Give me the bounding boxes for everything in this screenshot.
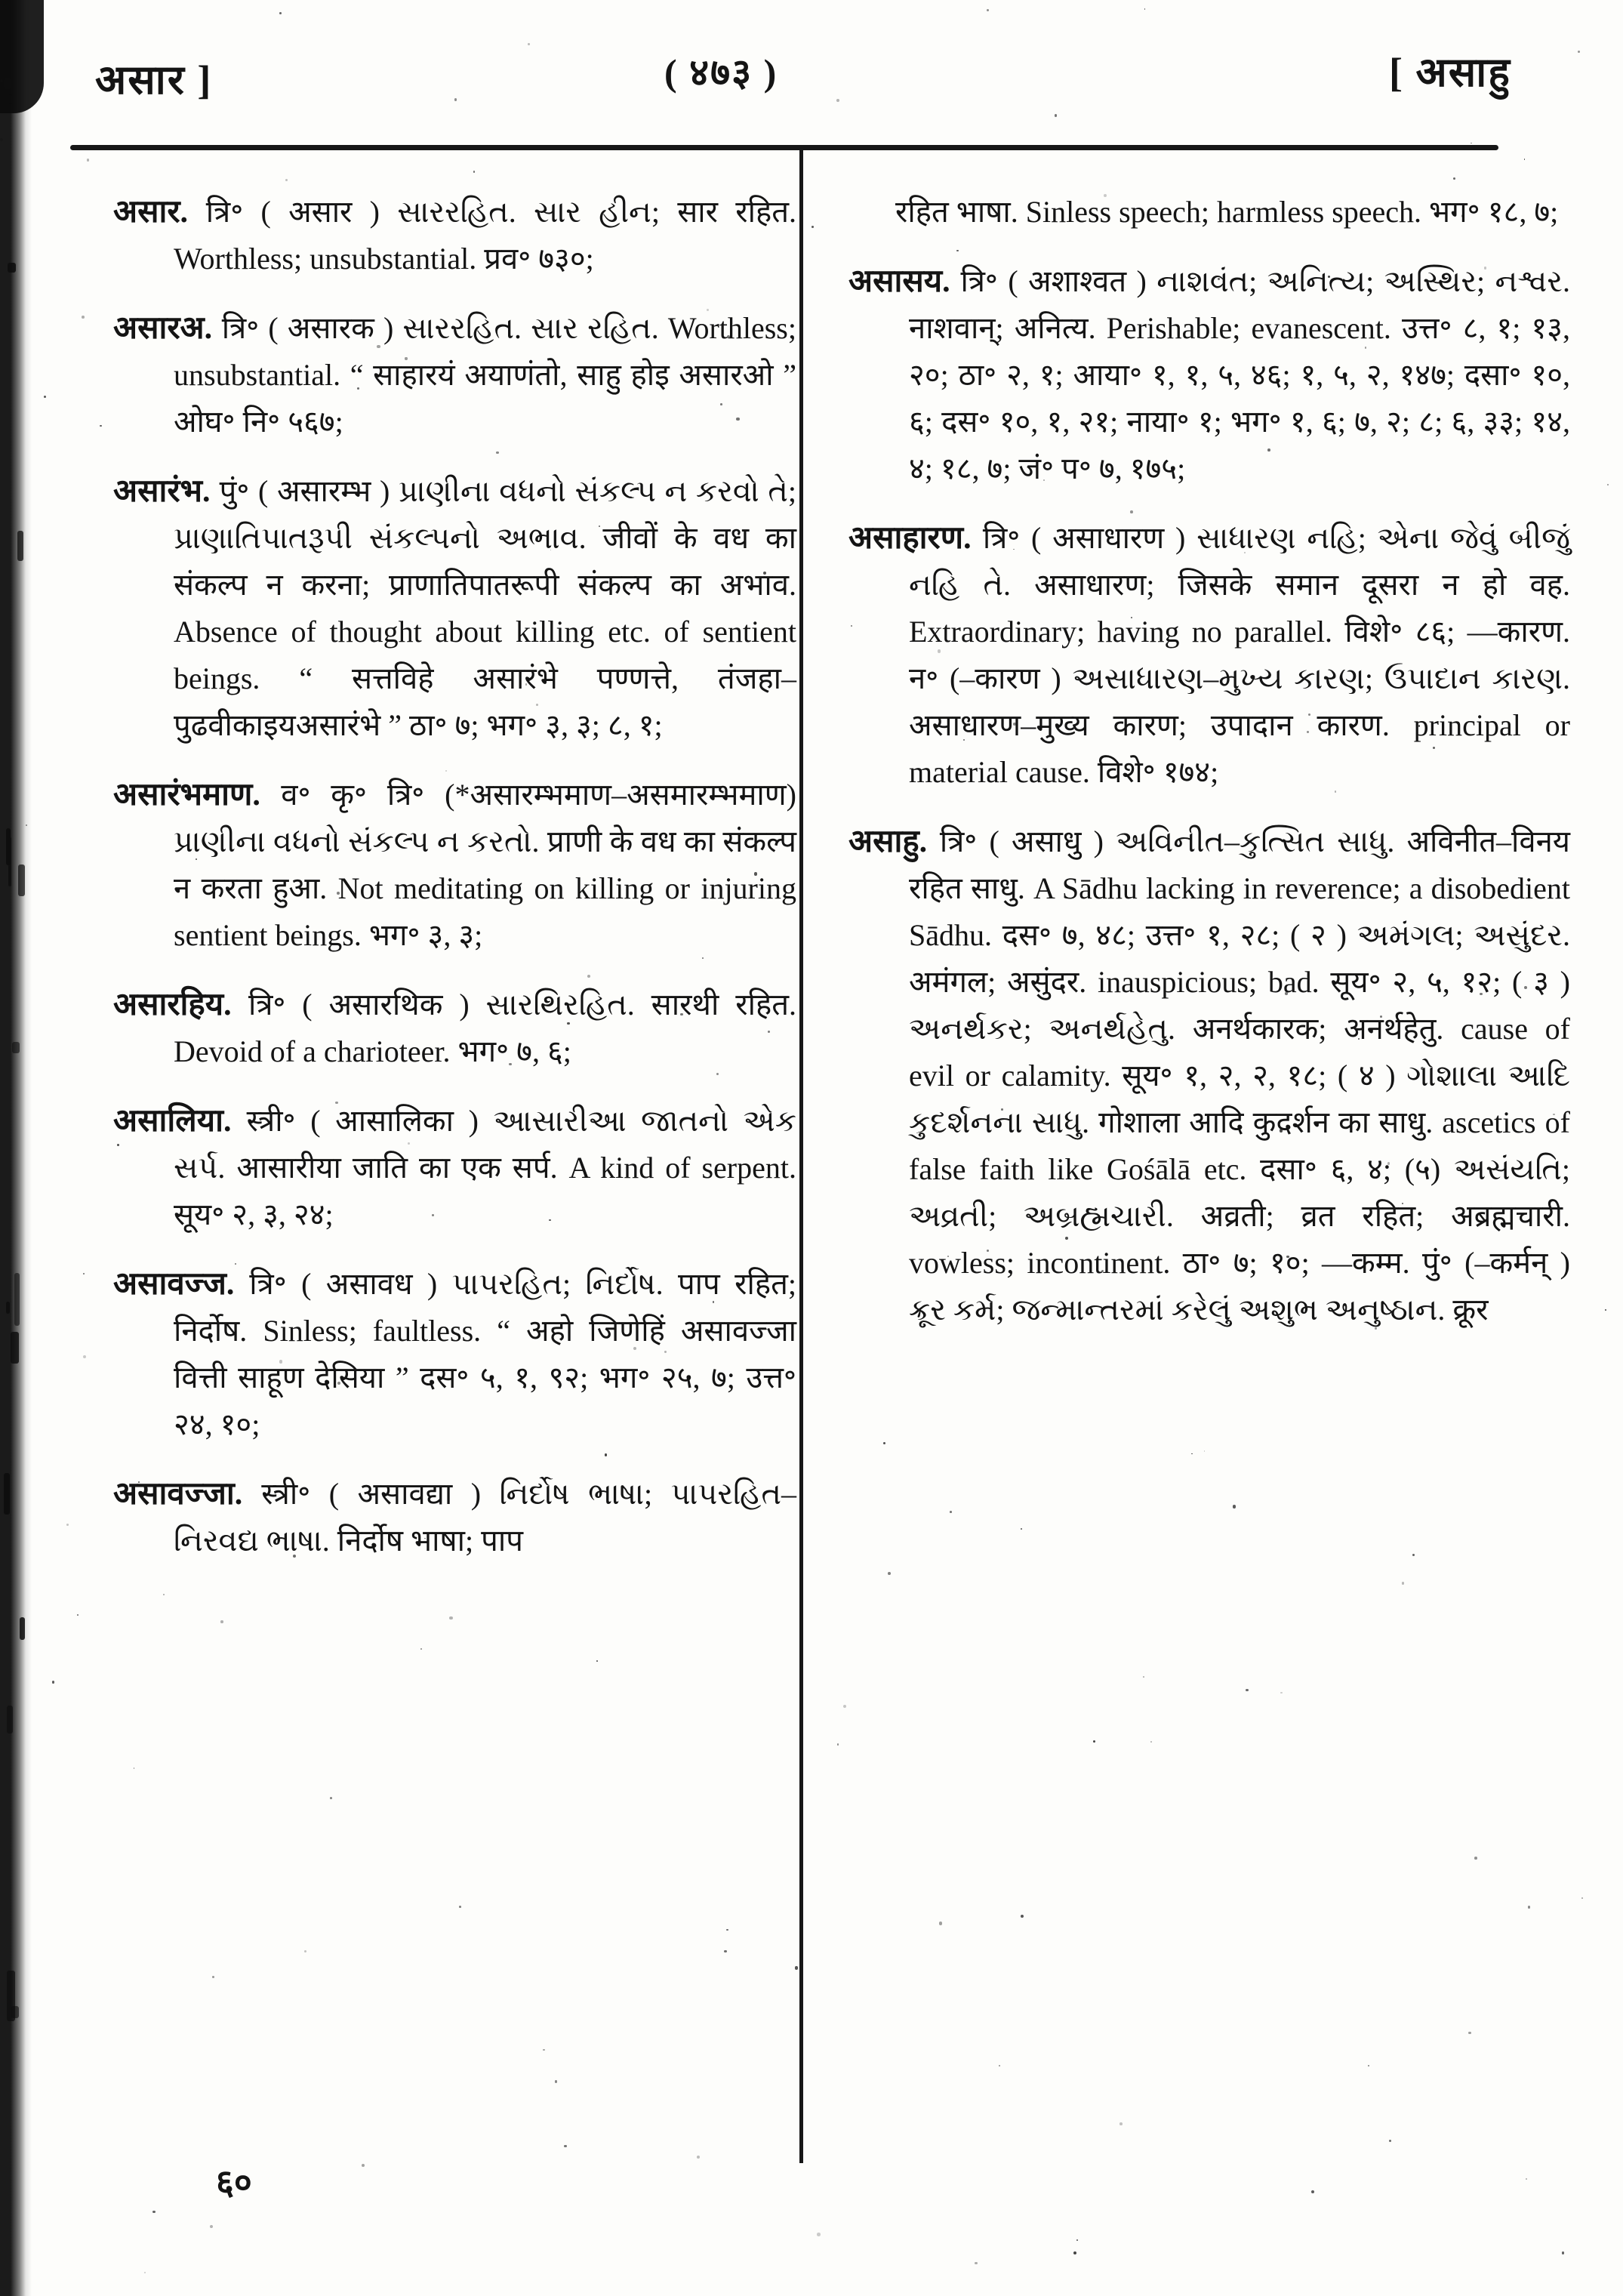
scan-speck	[543, 2049, 545, 2051]
binding-streak	[8, 94, 11, 104]
scan-speck	[1605, 1309, 1606, 1311]
binding-streak	[4, 78, 12, 90]
binding-streak	[4, 1473, 11, 1515]
scan-speck	[1073, 2251, 1076, 2254]
scan-speck	[812, 226, 814, 228]
scan-speck	[1524, 159, 1526, 160]
scan-speck	[564, 2145, 567, 2148]
scan-speck	[596, 1660, 598, 1662]
entry-headword: असाहु.	[848, 824, 940, 859]
scan-speck	[1453, 177, 1455, 180]
scan-speck	[1468, 2032, 1471, 2034]
page-number: ( ४७३ )	[664, 51, 778, 94]
signature-mark: ६०	[216, 2163, 252, 2202]
scan-speck	[210, 2225, 213, 2228]
binding-streak	[14, 1273, 20, 1326]
scan-speck	[1528, 1906, 1530, 1908]
dictionary-entry	[113, 468, 796, 749]
scan-speck	[836, 99, 839, 102]
scan-speck	[1526, 2178, 1527, 2180]
scan-speck	[473, 171, 475, 172]
entry-headword: असारंभ.	[113, 474, 220, 509]
scan-speck	[1191, 1453, 1193, 1455]
scan-speck	[1562, 2251, 1564, 2254]
scan-speck	[837, 1743, 839, 1745]
scan-speck	[330, 1797, 332, 1799]
scan-speck	[459, 1906, 461, 1908]
scan-speck	[1311, 2190, 1314, 2193]
dictionary-entry	[848, 515, 1570, 796]
scan-speck	[950, 1511, 952, 1513]
scan-speck	[1076, 2239, 1079, 2242]
dictionary-entry	[113, 189, 796, 282]
scan-speck	[1607, 484, 1609, 485]
scan-speck	[1368, 2065, 1369, 2066]
entry-body: त्रि॰ ( असाधारण ) સાધારણ નહિ; એના જેવું બીજું નહિ તે. असाधारण; जिसके समान दूसरा न हो वह. Extraordinary; having no parallel. विशे॰ ८६; —कारण. न॰ (–कारण ) અસાધારણ–મુખ્ય કારણ; ઉપાદાન કારણ. असाधारण–मुख्य कारण; उपादान कारण. principal or material cause. विशे॰ १७४;	[909, 521, 1570, 789]
header-rule	[70, 145, 1498, 150]
scan-speck	[82, 316, 85, 319]
scan-speck	[726, 1929, 728, 1931]
scan-speck	[555, 2080, 558, 2083]
scan-speck	[1402, 1582, 1404, 1584]
scan-speck	[1021, 1915, 1024, 1918]
binding-streak	[12, 1042, 20, 1053]
binding-streak	[17, 531, 23, 561]
entry-headword: असालिया.	[113, 1104, 247, 1139]
scan-speck	[100, 425, 101, 427]
dictionary-entry	[113, 1471, 796, 1564]
scan-speck	[1233, 1505, 1236, 1508]
scan-speck	[975, 2262, 977, 2264]
binding-streak	[8, 263, 17, 273]
scan-speck	[883, 1442, 885, 1444]
right-column	[848, 189, 1570, 1356]
scan-speck	[1578, 51, 1580, 53]
binding-streak	[11, 1332, 20, 1364]
scan-speck	[362, 2164, 365, 2167]
scan-speck	[163, 1594, 165, 1595]
scan-speck	[1093, 1740, 1095, 1743]
scan-speck	[1389, 2140, 1391, 2142]
binding-shadow-top	[0, 0, 44, 113]
scan-speck	[285, 179, 288, 181]
entry-body: त्रि॰ ( अशाश्वत ) નાશવંત; અનિત્ય; અસ્થિર; નશ્વર. नाशवान्; अनित्य. Perishable; evanescent. उत्त॰ ८, १; १३, २०; ठा॰ २, १; आया॰ १, १, ५, ४६; १, ५, २, १४७; दसा॰ १०, ६; दस॰ १०, १, २१; नाया॰ १; भग॰ १, ६; ७, २; ८; ६, ३३; १४, ४; १८, ७; जं॰ प॰ ७, १७५;	[909, 264, 1570, 485]
entry-body: त्रि॰ ( असार ) સારરહિત. સાર હીન; सार रहित. Worthless; unsubstantial. प्रव॰ ७३०;	[174, 195, 796, 276]
entry-body: त्रि॰ ( असारथिक ) સારથિરહિત. सारथी रहित. Devoid of a charioteer. भग॰ ७, ६;	[174, 988, 796, 1068]
scan-speck	[888, 1572, 891, 1575]
dictionary-entry	[113, 982, 796, 1075]
scan-speck	[1412, 1554, 1415, 1556]
left-column	[113, 189, 796, 1587]
scan-speck	[1246, 1689, 1248, 1691]
scan-speck	[724, 1950, 726, 1952]
scan-speck	[1055, 114, 1058, 117]
scan-speck	[1150, 1741, 1152, 1743]
scan-speck	[1280, 1692, 1283, 1694]
dictionary-entry	[848, 189, 1570, 236]
binding-streak	[6, 1302, 10, 1314]
scan-speck	[1021, 1528, 1022, 1530]
scan-speck	[144, 2272, 146, 2273]
entry-body: त्रि॰ ( असावध ) પાપરહિત; નિર્દોષ. पाप रहित; निर्दोष. Sinless; faultless. “ अहो जिणेहिं असावज्जा वित्ती साहूण देसिया ” दस॰ ५, १, ९२; भग॰ २५, ७; उत्त॰ २४, १०;	[174, 1267, 796, 1441]
scan-speck	[1471, 143, 1472, 144]
entry-headword: असावज्जा.	[113, 1477, 262, 1512]
binding-streak	[7, 1706, 13, 1734]
scan-speck	[152, 2211, 155, 2213]
scan-speck	[817, 2233, 820, 2236]
scan-speck	[87, 159, 90, 162]
dictionary-entry	[848, 818, 1570, 1333]
scan-speck	[420, 1648, 422, 1650]
entry-body: रहित भाषा. Sinless speech; harmless speech. भग॰ १८, ७;	[895, 195, 1559, 229]
binding-streak	[11, 2006, 19, 2017]
binding-streak	[20, 1617, 25, 1641]
scan-speck	[220, 1620, 223, 1623]
scan-speck	[999, 2065, 1000, 2066]
scan-speck	[1474, 1857, 1477, 1860]
entry-body: व॰ कृ॰ त्रि॰ (*असारम्भमाण–असमारम्भमाण) પ્રાણીના વધનો સંકલ્પ ન કરતો. प्राणी के वध का संकल्प न करता हुआ. Not meditating on killing or injuring sentient beings. भग॰ ३, ३;	[174, 778, 796, 952]
scan-speck	[83, 1355, 86, 1358]
entry-headword: असारअ.	[113, 311, 222, 346]
scan-speck	[0, 138, 3, 141]
scan-speck	[454, 98, 457, 100]
scan-speck	[134, 1767, 135, 1769]
entry-headword: असार.	[113, 195, 206, 230]
column-divider	[799, 149, 803, 2163]
dictionary-entry	[113, 1098, 796, 1238]
scan-speck	[1581, 1897, 1583, 1899]
scan-speck	[697, 2156, 700, 2159]
entry-body: पुं॰ ( असारम्भ ) પ્રાણીના વધનો સંકલ્પ ન કરવો તે; પ્રાણાતિપાતરૂપી સંકલ્પનો અભાવ. जीवों के वध का संकल्प न करना; प्राणातिपातरूपी संकल्प का अभाव. Absence of thought about killing etc. of sentient beings. “ सत्तविहे असारंभे पण्णत्ते, तंजहा–पुढवीकाइयअसारंभे ” ठा॰ ७; भग॰ ३, ३; ८, १;	[174, 474, 796, 742]
scan-speck	[843, 1705, 846, 1708]
entry-headword: असासय.	[848, 264, 961, 299]
entry-headword: असारहिय.	[113, 988, 248, 1022]
scan-speck	[449, 1616, 452, 1620]
entry-headword: असारंभमाण.	[113, 778, 282, 812]
binding-streak	[18, 864, 25, 896]
scan-speck	[83, 1273, 85, 1274]
entry-headword: असावज्ज.	[113, 1267, 250, 1302]
scan-speck	[44, 396, 46, 398]
header-catchword-right: [ असाहु	[1389, 50, 1511, 95]
entry-body: त्रि॰ ( असाधु ) અવિનીત–કુત્સિત સાધુ. अविनीत–विनय रहित साधु. A Sādhu lacking in reverence; a disobedient Sādhu. दस॰ ७, ४८; उत्त॰ १, २८; ( २ ) અમંગલ; અસુંદર. अमंगल; असुंदर. inauspicious; bad. सूय॰ २, ५, १२; ( ३ ) અનર્થકર; અનર્થહેતુ. अनर्थकारक; अनर्थहेतु. cause of evil or calamity. सूय॰ १, २, २, १८; ( ४ ) ગોશાલા આદિ કુદર્શનના સાધુ. गोशाला आदि कुदर्शन का साधु. ascetics of false faith like Gośālā etc. दसा॰ ६, ४; (५) અસંયતિ; અવ્રતી; અબ્રહ્મચારી. अव्रती; व्रत रहित; अब्रह्मचारी. vowless; incontinent. ठा॰ ७; १०; —कम्म. पुं॰ (–कर्मन् ) ક્રૂર કર્મ; જન્માન્તરમાં કરેલું અશુભ અનુષ્ઠાન. क्रूर	[909, 824, 1570, 1327]
scan-speck	[1119, 2122, 1123, 2125]
scan-speck	[77, 1614, 79, 1616]
dictionary-entry	[113, 1261, 796, 1448]
scan-speck	[279, 12, 282, 14]
scan-speck	[1143, 1676, 1144, 1678]
entry-body: स्त्री॰ ( असावद्या ) નિર્દોષ ભાષા; પાપરહિત–નિરવદ્ય ભાષા. निर्दोष भाषा; पाप	[174, 1477, 796, 1558]
entry-body: स्त्री॰ ( आसालिका ) આસારીઆ જાતનો એક સર્પ. आसारीया जाति का एक सर्प. A kind of serpent. सूय॰ २, ३, २४;	[174, 1104, 796, 1231]
scan-speck	[1144, 8, 1146, 10]
scan-speck	[52, 1681, 54, 1683]
scan-speck	[66, 1524, 69, 1526]
dictionary-entry	[848, 258, 1570, 492]
scan-speck	[1204, 1450, 1206, 1452]
binding-shadow	[0, 0, 32, 2296]
scan-speck	[212, 1976, 214, 1978]
binding-streak	[6, 828, 11, 865]
scan-speck	[304, 1950, 306, 1952]
dictionary-entry	[113, 305, 796, 445]
scan-speck	[939, 1922, 942, 1925]
entry-body: त्रि॰ ( असारक ) સારરહિત. સાર રહિત. Worthless; unsubstantial. “ साहारयं अयाणंतो, साहु होइ असारओ ” ओघ॰ नि॰ ५६७;	[174, 311, 796, 439]
entry-headword: असाहारण.	[848, 521, 983, 556]
scan-speck	[26, 824, 27, 826]
dictionary-entry	[113, 772, 796, 959]
scan-speck	[528, 43, 530, 45]
header-catchword-left: असार ]	[95, 57, 213, 103]
scan-speck	[987, 9, 990, 12]
scan-speck	[795, 1966, 798, 1969]
